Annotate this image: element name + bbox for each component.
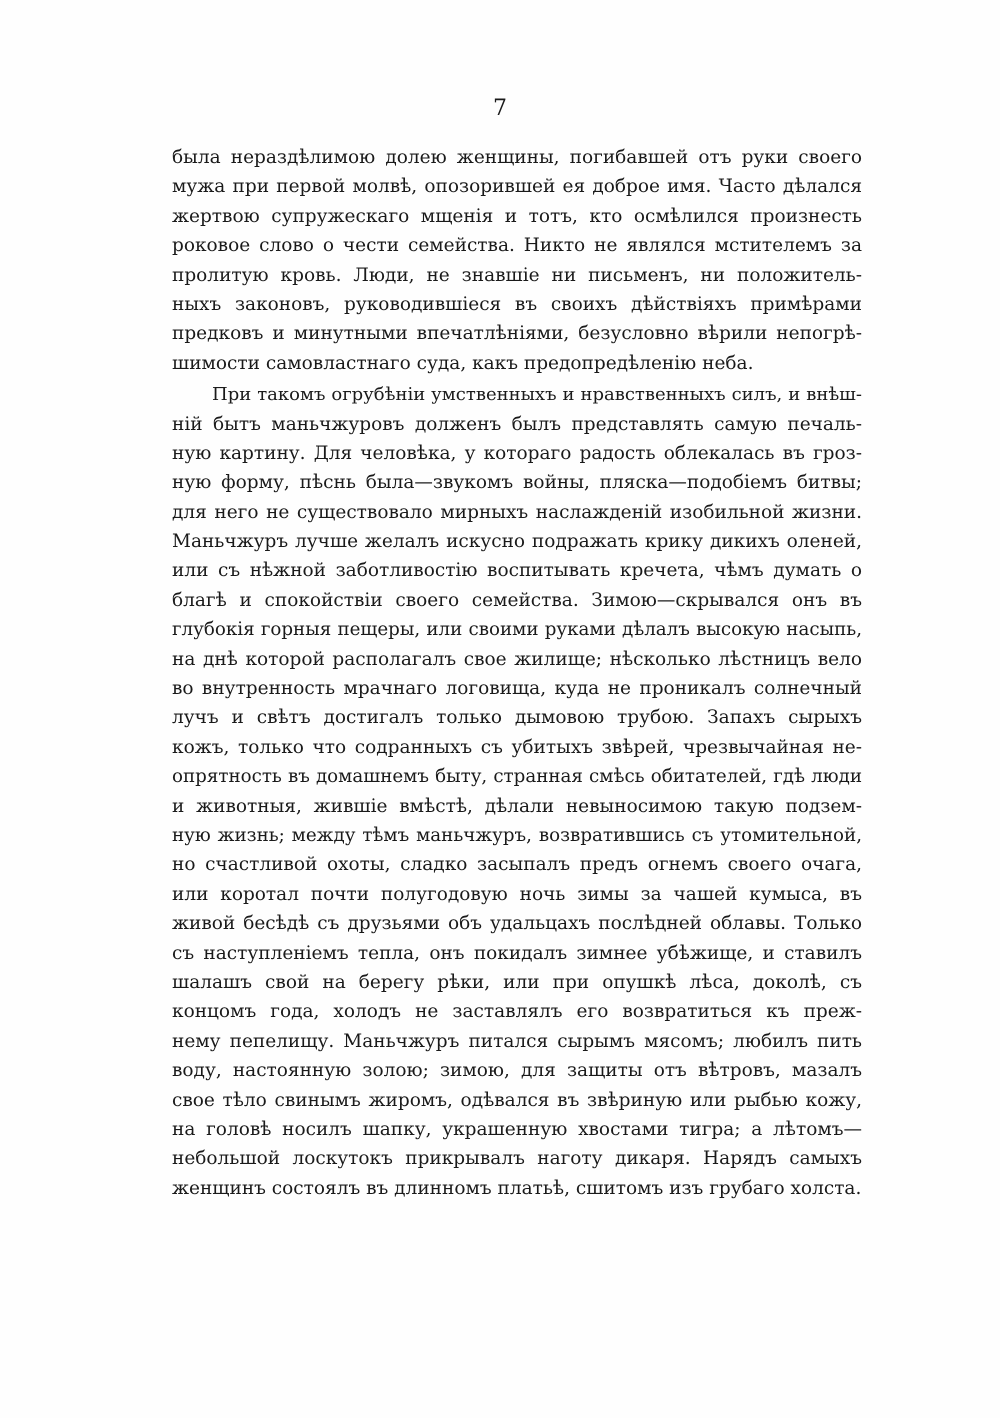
text-line: глубокія горныя пещеры, или своими руками дѣлалъ высокую насыпь,	[172, 619, 862, 641]
text-line: пролитую кровь. Люди, не знавшіе ни письменъ, ни положитель-	[172, 264, 862, 286]
text-line: ную жизнь; между тѣмъ маньчжуръ, возвратившись съ утомительной,	[172, 824, 862, 846]
text-line: женщинъ состоялъ въ длинномъ платьѣ, сшитомъ изъ грубаго холста.	[172, 1177, 862, 1199]
text-line: ную картину. Для человѣка, у котораго радость облекалась въ гроз-	[172, 442, 862, 464]
text-line: но счастливой охоты, сладко засыпалъ предъ огнемъ своего очага,	[172, 854, 862, 876]
paragraph-1	[172, 143, 862, 378]
body-text	[172, 143, 862, 1203]
text-line: кожъ, только что содранныхъ съ убитыхъ звѣрей, чрезвычайная не-	[172, 736, 862, 758]
text-line: шимости самовластнаго суда, какъ предопредѣленію неба.	[172, 352, 754, 374]
text-line: на головѣ носилъ шапку, украшенную хвостами тигра; а лѣтомъ—	[172, 1118, 862, 1140]
text-line: во внутренность мрачнаго логовища, куда не проникалъ солнечный	[172, 678, 862, 700]
text-line: лучъ и свѣтъ достигалъ только дымовою трубою. Запахъ сырыхъ	[172, 707, 862, 729]
text-line: роковое слово о чести семейства. Никто не являлся мстителемъ за	[172, 235, 862, 257]
text-line: и животныя, жившіе вмѣстѣ, дѣлали невыносимою такую подзем-	[172, 795, 862, 817]
text-line: была нераздѣлимою долею женщины, погибавшей отъ руки своего	[172, 147, 862, 168]
text-line: концомъ года, холодъ не заставлялъ его возвратиться къ преж-	[172, 1001, 862, 1023]
text-line: жертвою супружескаго мщенія и тотъ, кто осмѣлился произнесть	[172, 205, 862, 227]
paragraph-2	[172, 380, 862, 1203]
text-line: предковъ и минутными впечатлѣніями, безусловно вѣрили непогрѣ-	[172, 323, 862, 345]
text-line: ную форму, пѣснь была—звукомъ войны, пляска—подобіемъ битвы;	[172, 472, 862, 494]
text-line: благѣ и спокойствіи своего семейства. Зимою—скрывался онъ въ	[172, 589, 862, 611]
text-line: живой бесѣдѣ съ друзьями объ удальцахъ послѣдней облавы. Только	[172, 913, 862, 935]
page-number: 7	[493, 96, 507, 121]
text-line: на днѣ которой располагалъ свое жилище; нѣсколько лѣстницъ вело	[172, 648, 862, 670]
text-line: Маньчжуръ лучше желалъ искусно подражать крику дикихъ оленей,	[172, 531, 862, 553]
text-line: или коротал почти полугодовую ночь зимы за чашей кумыса, въ	[172, 883, 862, 905]
text-line: ныхъ законовъ, руководившіеся въ своихъ дѣйствіяхъ примѣрами	[172, 293, 862, 315]
text-line: небольшой лоскутокъ прикрывалъ наготу дикаря. Нарядъ самыхъ	[172, 1148, 862, 1170]
text-line: шалашъ свой на берегу рѣки, или при опушкѣ лѣса, доколѣ, съ	[172, 971, 862, 993]
text-line: для него не существовало мирныхъ наслажденій изобильной жизни.	[172, 501, 862, 523]
text-line: съ наступленіемъ тепла, онъ покидалъ зимнее убѣжище, и ставилъ	[172, 942, 862, 964]
text-line: мужа при первой молвѣ, опозорившей ея доброе имя. Часто дѣлался	[172, 176, 862, 198]
text-line: нему пепелищу. Маньчжуръ питался сырымъ мясомъ; любилъ пить	[172, 1030, 862, 1052]
text-line: воду, настоянную золою; зимою, для защиты отъ вѣтровъ, мазалъ	[172, 1060, 862, 1082]
text-line: опрятность въ домашнемъ быту, странная смѣсь обитателей, гдѣ люди	[172, 766, 862, 788]
text-line: При такомъ огрубѣніи умственныхъ и нравственныхъ силъ, и внѣш-	[212, 384, 862, 406]
text-line: или съ нѣжной заботливостію воспитывать кречета, чѣмъ думать о	[172, 560, 862, 582]
text-line: ній бытъ маньчжуровъ долженъ былъ представлять самую печаль-	[172, 413, 862, 435]
text-line: свое тѣло свинымъ жиромъ, одѣвался въ звѣриную или рыбью кожу,	[172, 1089, 862, 1111]
